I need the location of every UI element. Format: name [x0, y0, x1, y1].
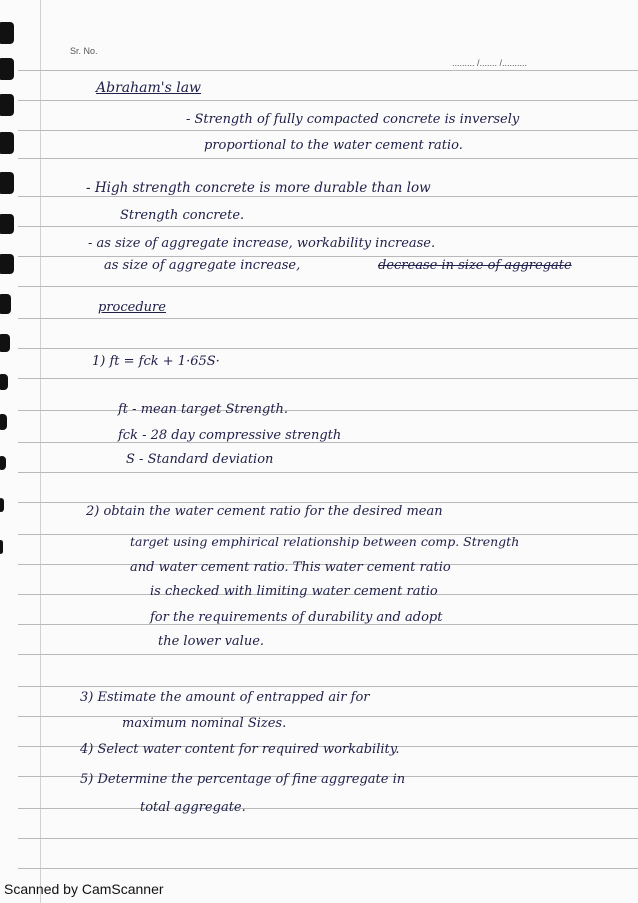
point-1-line-1: - High strength concrete is more durable than low: [86, 180, 431, 196]
step-2-line-4: is checked with limiting water cement ratio: [150, 584, 438, 599]
section-title: Abraham's law: [96, 80, 202, 96]
ruled-line: [18, 868, 638, 869]
binding-mark: [0, 58, 14, 80]
scanner-watermark: Scanned by CamScanner: [4, 881, 164, 897]
step-3-line-2: maximum nominal Sizes.: [122, 716, 287, 731]
margin-line: [40, 0, 41, 903]
point-2-line-2a: as size of aggregate increase,: [104, 258, 301, 273]
ruled-line: [18, 158, 638, 159]
binding-mark: [0, 132, 14, 154]
binding-mark: [0, 334, 10, 352]
procedure-title: procedure: [98, 300, 166, 315]
ruled-line: [18, 226, 638, 227]
binding-mark: [0, 374, 8, 390]
step-3-line-1: 3) Estimate the amount of entrapped air for: [80, 690, 370, 705]
ruled-line: [18, 196, 638, 197]
point-2-line-2b-struck: decrease in size of aggregate: [378, 258, 572, 273]
law-line-2: proportional to the water cement ratio.: [204, 138, 463, 153]
binding-mark: [0, 456, 6, 470]
ruled-line: [18, 378, 638, 379]
ruled-line: [18, 70, 638, 71]
ruled-line: [18, 410, 638, 411]
step-2-line-5: for the requirements of durability and adopt: [150, 610, 443, 625]
binding-mark: [0, 294, 11, 314]
definition-fck: fck - 28 day compressive strength: [118, 428, 342, 443]
date-blank: ......... /....... /..........: [452, 58, 528, 68]
ruled-line: [18, 256, 638, 257]
law-line-1: - Strength of fully compacted concrete is inversely: [186, 112, 520, 127]
step-4: 4) Select water content for required workability.: [80, 742, 400, 757]
ruled-line: [18, 100, 638, 101]
step-5-line-2: total aggregate.: [140, 800, 246, 815]
binding-mark: [0, 172, 14, 194]
ruled-line: [18, 808, 638, 809]
definition-ft: ft - mean target Strength.: [118, 402, 288, 417]
ruled-line: [18, 686, 638, 687]
step-2-line-3: and water cement ratio. This water cement ratio: [130, 560, 451, 575]
binding-mark: [0, 22, 14, 44]
binding-mark: [0, 498, 4, 512]
ruled-line: [18, 286, 638, 287]
step-2-line-6: the lower value.: [158, 634, 265, 649]
binding-mark: [0, 540, 3, 554]
ruled-line: [18, 318, 638, 319]
binding-mark: [0, 254, 14, 274]
ruled-line: [18, 716, 638, 717]
ruled-line: [18, 654, 638, 655]
step-1-formula: 1) ft = fck + 1·65S·: [92, 354, 220, 369]
ruled-line: [18, 838, 638, 839]
ruled-line: [18, 502, 638, 503]
sr-no-label: Sr. No.: [70, 46, 98, 56]
ruled-line: [18, 472, 638, 473]
ruled-line: [18, 130, 638, 131]
definition-s: S - Standard deviation: [126, 452, 274, 467]
binding-mark: [0, 414, 7, 430]
step-5-line-1: 5) Determine the percentage of fine aggregate in: [80, 772, 406, 787]
binding-mark: [0, 214, 14, 234]
step-2-line-2: target using emphirical relationship between comp. Strength: [130, 534, 520, 549]
ruled-line: [18, 348, 638, 349]
binding-mark: [0, 94, 14, 116]
point-2-line-1: - as size of aggregate increase, workability increase.: [88, 236, 436, 251]
step-2-line-1: 2) obtain the water cement ratio for the desired mean: [86, 504, 443, 519]
point-1-line-2: Strength concrete.: [120, 208, 245, 223]
